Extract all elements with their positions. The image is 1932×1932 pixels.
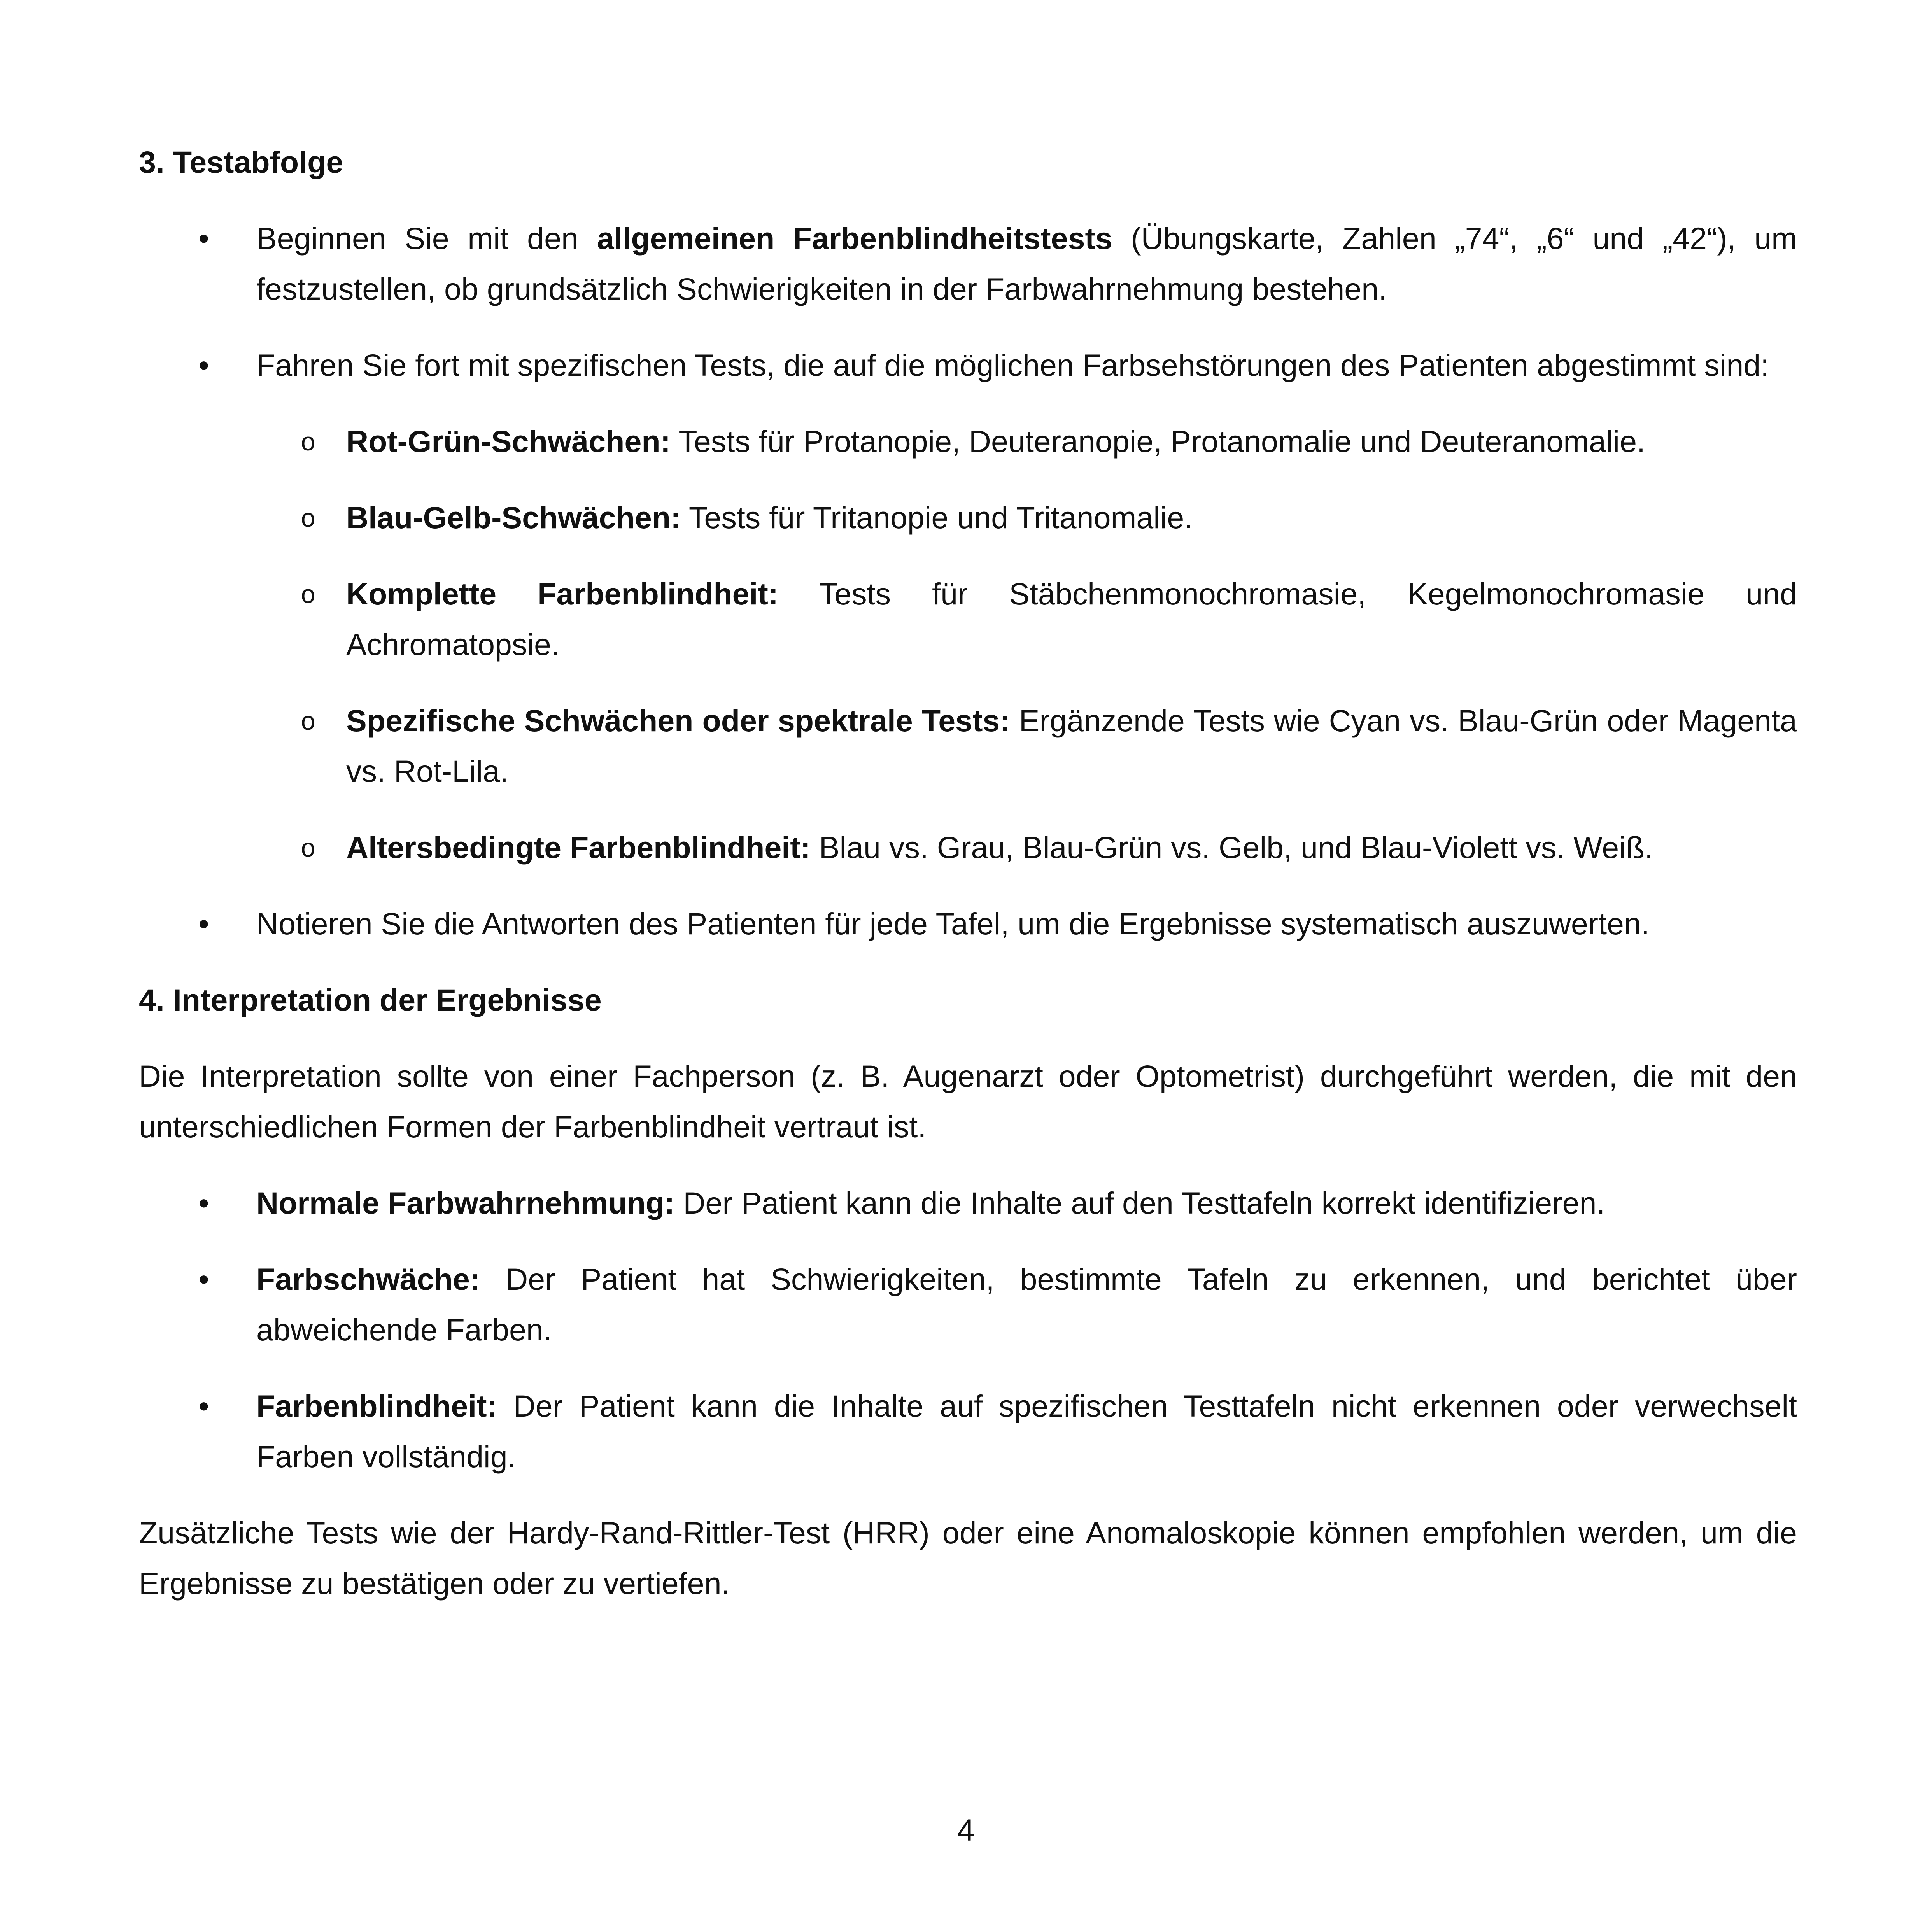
sub-list-item <box>139 492 1797 543</box>
section-4-heading: 4. Interpretation der Ergebnisse <box>139 983 602 1017</box>
section-4-intro: Die Interpretation sollte von einer Fachperson (z. B. Augenarzt oder Optometrist) durchgeführt werden, die mit den unterschiedlichen Formen der Farbenblindheit vertraut ist. <box>139 1059 1797 1144</box>
bullet-marker: • <box>198 1389 209 1423</box>
item-bold-text: allgemeinen Farbenblindheitstests <box>597 221 1112 256</box>
sub-list-item <box>139 569 1797 670</box>
sub-bullet-marker: o <box>301 427 315 456</box>
sub-list-item <box>139 822 1797 873</box>
sub-item-label: Altersbedingte Farbenblindheit: <box>346 830 811 865</box>
bullet-marker: • <box>198 1186 209 1220</box>
item-text: Fahren Sie fort mit spezifischen Tests, die auf die möglichen Farbsehstörungen des Patienten abgestimmt sind: <box>256 348 1769 382</box>
item-text: (Übungskarte, Zahlen „74“, „6“ und „42“), um festzustellen, ob grundsätzlich Schwierigkeiten in der Farbwahrnehmung bestehen. <box>256 221 1797 306</box>
list-item <box>139 1178 1797 1228</box>
sub-bullet-marker: o <box>301 503 315 532</box>
sub-item-text: Tests für Tritanopie und Tritanomalie. <box>681 500 1193 535</box>
sub-bullet-marker: o <box>301 580 315 608</box>
sub-list-item <box>139 695 1797 797</box>
section-3-heading: 3. Testabfolge <box>139 145 343 179</box>
item-text: Der Patient hat Schwierigkeiten, bestimmte Tafeln zu erkennen, und berichtet über abweichende Farben. <box>256 1262 1797 1347</box>
sub-item-text: Tests für Protanopie, Deuteranopie, Protanomalie und Deuteranomalie. <box>670 424 1645 459</box>
sub-bullet-marker: o <box>301 706 315 735</box>
list-item <box>139 1254 1797 1355</box>
item-label: Normale Farbwahrnehmung: <box>256 1186 675 1220</box>
bullet-marker: • <box>198 221 209 256</box>
page-content <box>139 137 1797 1634</box>
item-text: Der Patient kann die Inhalte auf spezifischen Testtafeln nicht erkennen oder verwechselt Farben vollständig. <box>256 1389 1797 1474</box>
bullet-marker: • <box>198 348 209 382</box>
bullet-marker: • <box>198 906 209 941</box>
sub-item-text: Ergänzende Tests wie Cyan vs. Blau-Grün oder Magenta vs. Rot-Lila. <box>346 703 1797 788</box>
item-text: Der Patient kann die Inhalte auf den Testtafeln korrekt identifizieren. <box>674 1186 1605 1220</box>
sub-item-label: Blau-Gelb-Schwächen: <box>346 500 681 535</box>
list-item <box>139 899 1797 949</box>
sub-item-label: Rot-Grün-Schwächen: <box>346 424 671 459</box>
sub-item-text: Tests für Stäbchenmonochromasie, Kegelmonochromasie und Achromatopsie. <box>346 576 1797 662</box>
sub-list-item <box>139 416 1797 467</box>
sub-item-label: Spezifische Schwächen oder spektrale Tests: <box>346 703 1010 738</box>
item-label: Farbenblindheit: <box>256 1389 497 1423</box>
list-item <box>139 213 1797 314</box>
section-3-list <box>139 213 1797 391</box>
section-3-list-continued <box>139 899 1797 949</box>
page-number: 4 <box>957 1813 975 1847</box>
list-item <box>139 340 1797 391</box>
sub-bullet-marker: o <box>301 833 315 862</box>
sub-item-label: Komplette Farbenblindheit: <box>346 576 779 611</box>
list-item <box>139 1381 1797 1482</box>
sub-item-text: Blau vs. Grau, Blau-Grün vs. Gelb, und Blau-Violett vs. Weiß. <box>810 830 1653 865</box>
section-4-closing: Zusätzliche Tests wie der Hardy-Rand-Rittler-Test (HRR) oder eine Anomaloskopie können empfohlen werden, um die Ergebnisse zu bestätigen oder zu vertiefen. <box>139 1515 1797 1601</box>
item-text: Notieren Sie die Antworten des Patienten für jede Tafel, um die Ergebnisse systematisch auszuwerten. <box>256 906 1650 941</box>
section-4-list <box>139 1178 1797 1482</box>
section-3-sub-list <box>139 416 1797 873</box>
item-text: Beginnen Sie mit den <box>256 221 597 256</box>
item-label: Farbschwäche: <box>256 1262 480 1296</box>
bullet-marker: • <box>198 1262 209 1296</box>
